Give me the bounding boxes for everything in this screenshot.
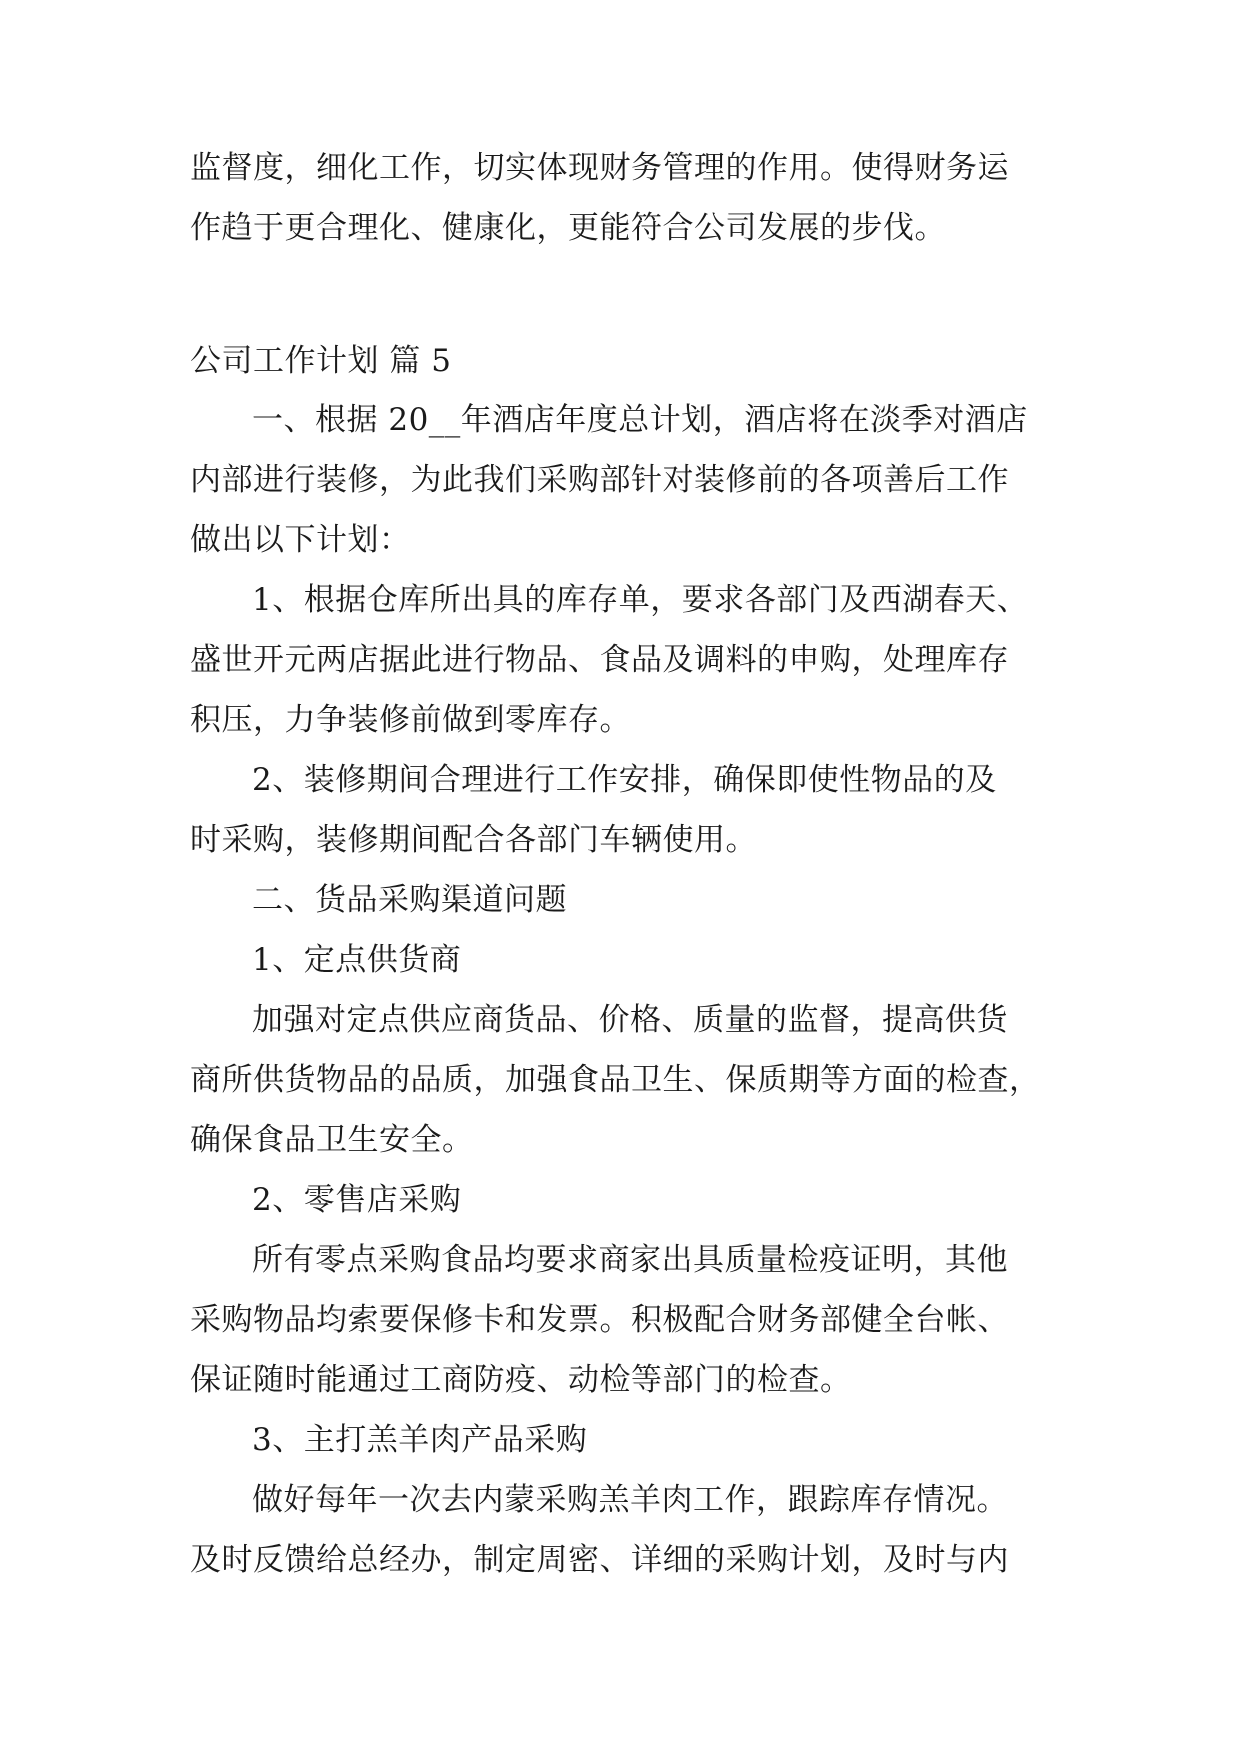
paragraph-line: 商所供货物品的品质，加强食品卫生、保质期等方面的检查，	[190, 1062, 1041, 1098]
paragraph-line: 时采购，装修期间配合各部门车辆使用。	[190, 822, 757, 858]
subsection-heading: 2、零售店采购	[252, 1182, 462, 1218]
paragraph-line: 做好每年一次去内蒙采购羔羊肉工作，跟踪库存情况。	[252, 1482, 1008, 1518]
subsection-heading: 1、定点供货商	[252, 942, 462, 978]
subsection-heading: 3、主打羔羊肉产品采购	[252, 1422, 588, 1458]
paragraph-line: 积压，力争装修前做到零库存。	[190, 702, 631, 738]
paragraph-line: 确保食品卫生安全。	[190, 1122, 474, 1158]
paragraph-line: 保证随时能通过工商防疫、动检等部门的检查。	[190, 1362, 852, 1398]
subsection-heading: 二、货品采购渠道问题	[252, 882, 567, 918]
paragraph-line: 一、根据 20__年酒店年度总计划，酒店将在淡季对酒店	[252, 402, 1028, 438]
paragraph-line: 作趋于更合理化、健康化，更能符合公司发展的步伐。	[190, 210, 946, 246]
paragraph-line: 2、装修期间合理进行工作安排，确保即使性物品的及	[252, 762, 997, 798]
paragraph-line: 加强对定点供应商货品、价格、质量的监督，提高供货	[252, 1002, 1008, 1038]
paragraph-line: 盛世开元两店据此进行物品、食品及调料的申购，处理库存	[190, 642, 1009, 678]
paragraph-line: 所有零点采购食品均要求商家出具质量检疫证明，其他	[252, 1242, 1008, 1278]
paragraph-line: 及时反馈给总经办，制定周密、详细的采购计划，及时与内	[190, 1542, 1009, 1578]
section-title: 公司工作计划 篇 5	[190, 343, 452, 379]
paragraph-line: 做出以下计划：	[190, 522, 411, 558]
paragraph-line: 监督度，细化工作，切实体现财务管理的作用。使得财务运	[190, 150, 1009, 186]
paragraph-line: 采购物品均索要保修卡和发票。积极配合财务部健全台帐、	[190, 1302, 1009, 1338]
paragraph-line: 1、根据仓库所出具的库存单，要求各部门及西湖春天、	[252, 582, 1029, 618]
paragraph-line: 内部进行装修，为此我们采购部针对装修前的各项善后工作	[190, 462, 1009, 498]
